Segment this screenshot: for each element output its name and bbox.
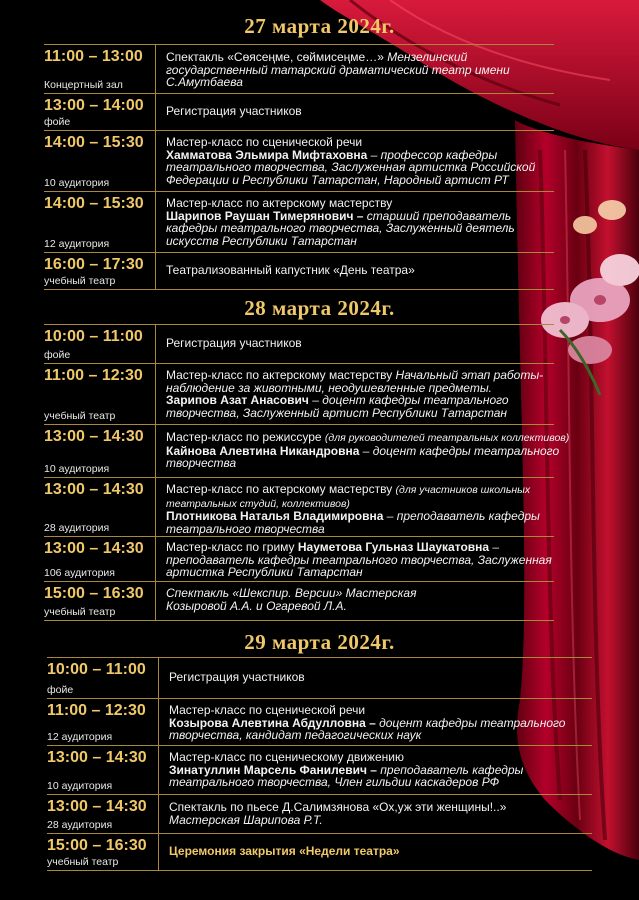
time-range: 11:00 – 12:30 <box>44 367 143 384</box>
location: 28 аудитория <box>47 819 113 831</box>
event-description: Спектакль по пьесе Д.Салимзянова «Ох,уж эти женщины!..» Мастерская Шарипова Р.Т. <box>169 800 507 827</box>
location: учебный театр <box>47 856 119 868</box>
location: 12 аудитория <box>47 731 113 743</box>
location: 10 аудитория <box>44 177 110 189</box>
day-title: 29 марта 2024г. <box>244 630 395 654</box>
time-range: 13:00 – 14:30 <box>44 540 144 557</box>
event-description: Церемония закрытия «Недели театра» <box>169 844 400 858</box>
location: 12 аудитория <box>44 238 110 250</box>
day-schedule <box>47 657 592 871</box>
time-range: 13:00 – 14:30 <box>44 428 144 445</box>
location: 10 аудитория <box>44 463 110 475</box>
schedule-row <box>44 477 554 536</box>
event-description: Театрализованный капустник «День театра» <box>166 263 415 277</box>
location: фойе <box>47 684 74 696</box>
event-description: Регистрация участников <box>166 104 302 118</box>
location: учебный театр <box>44 606 116 618</box>
schedule-row <box>44 424 570 477</box>
event-description: Мастер-класс по актерскому мастерству Шарипов Раушан Тимерянович – старший преподаватель кафедры театрального творчества, Заслуженный деятель искусств Республики Татарстан <box>166 196 515 248</box>
day-title: 27 марта 2024г. <box>244 14 395 38</box>
day-schedule <box>44 324 570 621</box>
time-range: 13:00 – 14:00 <box>44 97 144 114</box>
location: 10 аудитория <box>47 780 113 792</box>
event-description: Мастер-класс по актерскому мастерству (для участников школьных театральных студий, коллективов) Плотникова Наталья Владимировна – преподаватель кафедры театрального творчества <box>166 482 540 536</box>
time-range: 14:00 – 15:30 <box>44 134 144 151</box>
schedule-row <box>47 698 592 745</box>
schedule-row <box>47 657 592 698</box>
schedule-row <box>47 833 592 871</box>
schedule-row <box>47 794 592 833</box>
location: фойе <box>44 349 71 361</box>
location: фойе <box>44 116 71 128</box>
event-description: Спектакль «Сөясеңме, сөймисеңме…» Мензелинский государственный татарский драматический театр имени С.Амутбаева <box>166 50 510 90</box>
location: 28 аудитория <box>44 522 110 534</box>
day-title: 28 марта 2024г. <box>244 296 395 320</box>
location: учебный театр <box>44 410 116 422</box>
time-range: 13:00 – 14:30 <box>44 481 144 498</box>
time-range: 15:00 – 16:30 <box>47 837 147 854</box>
schedule-row <box>44 252 554 290</box>
event-description: Мастер-класс по сценической речи Хамматова Эльмира Мифтаховна – профессор кафедры театрального творчества, Заслуженная артистка Российской Федерации и Республики Татарстан, Народный артист РТ <box>166 135 536 187</box>
time-range: 10:00 – 11:00 <box>44 328 143 345</box>
event-description: Мастер-класс по актерскому мастерству Начальный этап работы-наблюдение за животными, неодушевленные предметы. Зарипов Азат Анасович – доцент кафедры театрального творчества, Заслуженный артист Республики Татарстан <box>166 368 544 420</box>
time-range: 16:00 – 17:30 <box>44 256 144 273</box>
location: учебный театр <box>44 275 116 287</box>
event-description: Мастер-класс по сценической речи Козырова Алевтина Абдулловна – доцент кафедры театрального творчества, кандидат педагогических наук <box>169 703 566 743</box>
location: Концертный зал <box>44 79 123 91</box>
location: 106 аудитория <box>44 567 115 579</box>
schedule-row <box>47 745 592 794</box>
time-range: 14:00 – 15:30 <box>44 195 144 212</box>
time-range: 11:00 – 12:30 <box>47 702 146 719</box>
time-range: 13:00 – 14:30 <box>47 749 147 766</box>
event-description: Спектакль «Шекспир. Версии» Мастерская Козыровой А.А. и Огаревой Л.А. <box>166 586 417 613</box>
day-schedule <box>44 44 554 290</box>
schedule-row <box>44 130 554 191</box>
event-description: Мастер-класс по сценическому движению Зинатуллин Марсель Фанилевич – преподаватель кафедры театрального творчества, Член гильдии каскадеров РФ <box>169 750 524 790</box>
event-description: Регистрация участников <box>169 670 305 684</box>
time-range: 11:00 – 13:00 <box>44 48 143 65</box>
schedule-row <box>44 581 554 621</box>
schedule-row <box>44 363 554 424</box>
schedule-row <box>44 44 554 93</box>
schedule-row <box>44 536 554 581</box>
time-range: 13:00 – 14:30 <box>47 798 147 815</box>
time-range: 10:00 – 11:00 <box>47 661 146 678</box>
schedule-row <box>44 191 554 252</box>
event-description: Регистрация участников <box>166 336 302 350</box>
event-description: Мастер-класс по режиссуре (для руководителей театральных коллективов) Кайнова Алевтина Никандровна – доцент кафедры театрального творчества <box>166 430 570 471</box>
schedule-row <box>44 93 554 130</box>
schedule-row <box>44 324 554 363</box>
time-range: 15:00 – 16:30 <box>44 585 144 602</box>
event-description: Мастер-класс по гриму Науметова Гульназ Шаукатовна – преподаватель кафедры театрального творчества, Заслуженная артистка Республики Татарстан <box>166 540 552 580</box>
